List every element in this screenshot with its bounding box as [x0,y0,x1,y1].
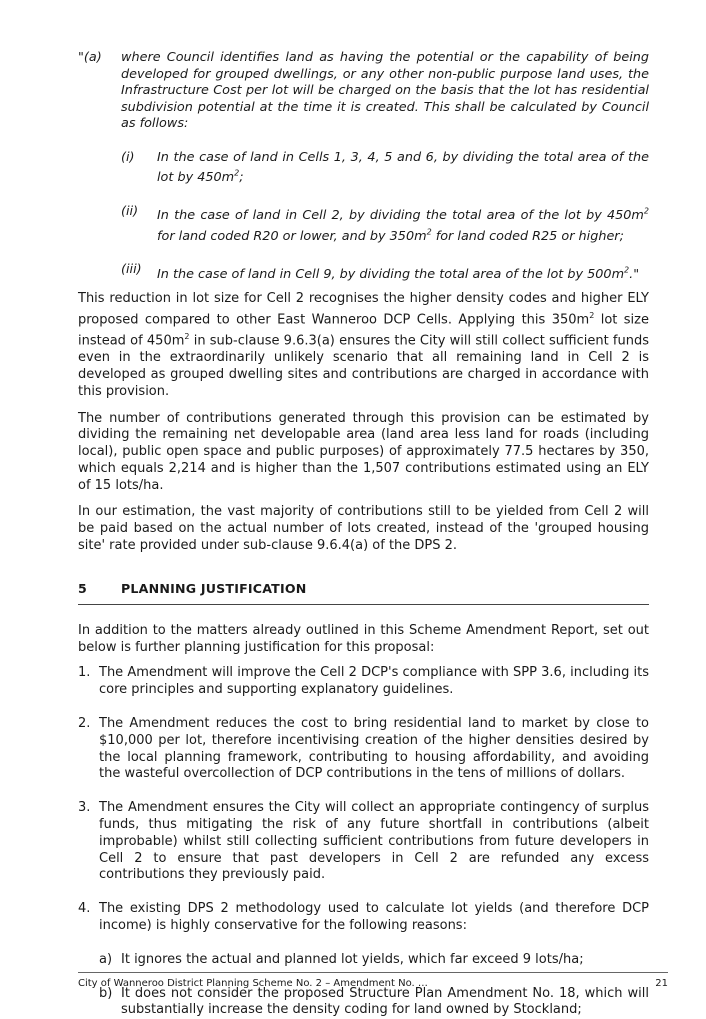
subclause-text: In the case of land in Cell 9, by dividing the total area of the lot by $500m^2$." [157,265,640,282]
subclause-marker: (i) [121,149,135,165]
list-text: The existing DPS 2 methodology used to calculate lot yields (and therefore DCP income) is highly conservative for the following reasons: [99,901,649,934]
section-intro: In addition to the matters already outlined in this Scheme Amendment Report, set out below is further planning justification for this proposal: [78,622,649,655]
sub-list-text: It ignores the actual and planned lot yields, which far exceed 9 lots/ha; [121,951,584,967]
paragraph-estimation: In our estimation, the vast majority of contributions still to be yielded from Cell 2 will be paid based on the actual number of lots created, instead of the 'grouped housing site' rate provided under sub-clause 9.6.4(a) of the DPS 2. [78,504,649,554]
section-number: 5 [78,580,87,596]
list-number: 4. [78,901,91,917]
page-footer [78,972,668,991]
clause-marker: "(a) [78,50,102,65]
subclause-i [121,150,649,187]
list-number: 1. [78,665,91,681]
list-number: 3. [78,800,91,816]
section-heading [78,581,649,605]
subclause-marker: (iii) [121,262,142,278]
list-text: The Amendment ensures the City will collect an appropriate contingency of surplus funds, thus mitigating the risk of any future shortfall in contributions (albeit improbable) whilst still collecting sufficient contributions from future developers in Cell 2 to ensure that past developers in Cell 2 are refunded any excess contributions they previously paid. [99,800,649,883]
sub-list-marker: a) [99,951,113,967]
sub-list-marker: b) [99,985,113,1001]
clause-text: where Council identifies land as having the potential or the capability of being developed for grouped dwellings, or any other non-public purpose land uses, the Infrastructure Cost per lot will be charged on the basis that the lot has residential subdivision potential at the time it is created. This shall be calculated by Council as follows: [121,50,649,131]
paragraph-contributions: The number of contributions generated through this provision can be estimated by dividing the remaining net developable area (land area less land for roads (including local), public open space and public purposes) of approximately 77.5 hectares by 350, which equals 2,214 and is higher than the 1,507 contributions estimated using an ELY of 15 lots/ha. [78,410,649,493]
list-number: 2. [78,716,91,732]
sub-list-item [78,952,649,969]
paragraph-lot-size: This reduction in lot size for Cell 2 recognises the higher density codes and higher ELY proposed compared to other East Wanneroo DCP Cells. Applying this $350m^2$ lot size instead of $450m^2$ in sub-clause 9.6.3(a) ensures the City will still collect sufficient funds even in the extraordinarily unlikely scenario that all remaining land in Cell 2 is developed as grouped dwelling sites and contributions are charged in accordance with this provision. [78,291,649,399]
list-item [78,716,649,783]
subclause-iii [121,262,649,283]
sub-list-text: It does not consider the proposed Structure Plan Amendment No. 18, which will substantially increase the density coding for land owned by Stockland; [121,985,649,1018]
subclause-text: In the case of land in Cells 1, 3, 4, 5 and 6, by dividing the total area of the lot by $450m^2$; [157,149,649,186]
footer-document-title: City of Wanneroo District Planning Scheme No. 2 – Amendment No. … [78,978,428,989]
subclause-ii [121,204,649,246]
list-text: The Amendment will improve the Cell 2 DCP's compliance with SPP 3.6, including its core principles and supporting explanatory guidelines. [99,665,649,698]
list-item [78,800,649,884]
document-page [78,50,649,1019]
list-item [78,665,649,699]
quoted-clause [78,50,649,283]
list-item [78,901,649,935]
subclause-marker: (ii) [121,203,139,219]
page-number: 21 [655,978,668,989]
section-title: PLANNING JUSTIFICATION [121,580,307,596]
subclause-text: In the case of land in Cell 2, by dividing the total area of the lot by $450m^2$ for land coded R20 or lower, and by $350m^2$ for land coded R25 or higher; [157,206,649,244]
list-text: The Amendment reduces the cost to bring residential land to market by close to $10,000 per lot, therefore incentivising creation of the higher densities desired by the local planning framework, contributing to housing affordability, and avoiding the wasteful overcollection of DCP contributions in the tens of millions of dollars. [99,716,649,782]
